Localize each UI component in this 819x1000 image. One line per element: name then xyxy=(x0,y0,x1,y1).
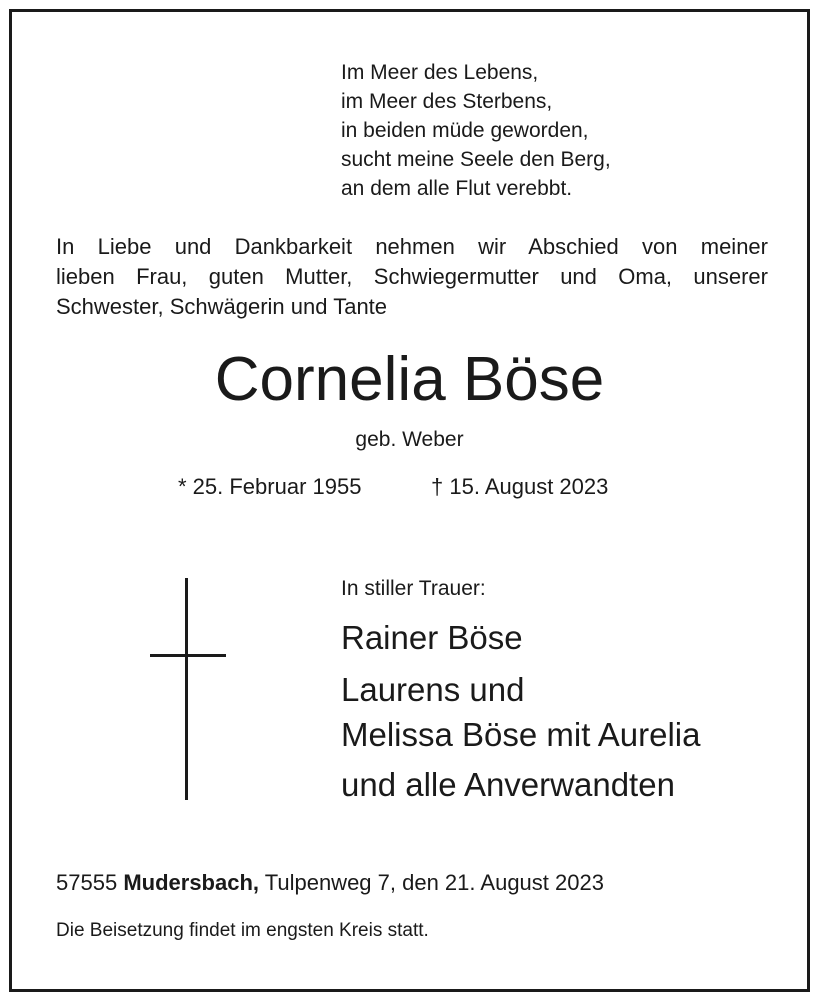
maiden-name: geb. Weber xyxy=(355,428,464,451)
poem-line: in beiden müde geworden, xyxy=(341,119,589,142)
birth-date: * 25. Februar 1955 xyxy=(178,474,362,499)
mourning-label: In stiller Trauer: xyxy=(341,577,486,600)
intro-text xyxy=(56,232,768,322)
poem-line: im Meer des Sterbens, xyxy=(341,90,553,113)
poem-line: sucht meine Seele den Berg, xyxy=(341,148,611,171)
address-line xyxy=(56,868,604,898)
poem-line: Im Meer des Lebens, xyxy=(341,61,539,84)
deceased-name: Cornelia Böse xyxy=(214,345,605,414)
death-date: † 15. August 2023 xyxy=(431,474,609,499)
address-street-date: Tulpenweg 7, den 21. August 2023 xyxy=(264,870,604,895)
mourner-name: Melissa Böse mit Aurelia xyxy=(341,716,701,753)
intro-line: lieben Frau, guten Mutter, Schwiegermutter und Oma, unserer xyxy=(56,264,768,289)
mourner-name: und alle Anverwandten xyxy=(341,766,675,803)
address-zip: 57555 xyxy=(56,870,118,895)
mourner-name: Rainer Böse xyxy=(341,619,523,656)
intro-line: In Liebe und Dankbarkeit nehmen wir Abschied von meiner xyxy=(56,234,768,259)
poem xyxy=(341,58,611,203)
burial-note: Die Beisetzung findet im engsten Kreis statt. xyxy=(56,920,429,941)
address-town: Mudersbach, xyxy=(123,870,260,895)
intro-line: Schwester, Schwägerin und Tante xyxy=(56,294,388,319)
cross-icon xyxy=(150,578,226,800)
mourner-name: Laurens und xyxy=(341,671,525,708)
poem-line: an dem alle Flut verebbt. xyxy=(341,177,573,200)
